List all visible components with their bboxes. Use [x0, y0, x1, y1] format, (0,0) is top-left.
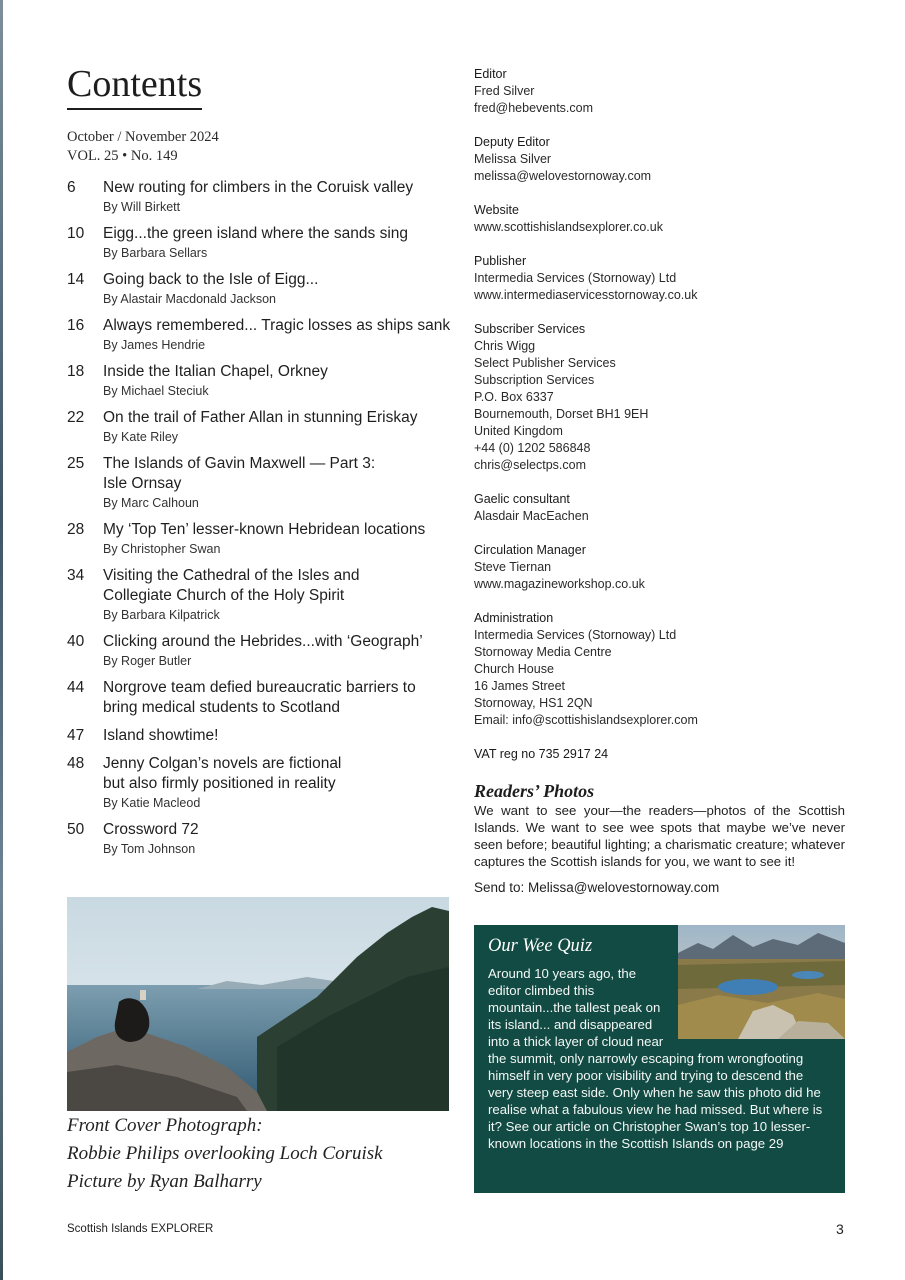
masthead-line: chris@selectps.com: [474, 458, 587, 472]
masthead-line: melissa@welovestornoway.com: [474, 169, 652, 183]
issue-volume: VOL. 25 • No. 149: [67, 148, 178, 164]
toc-page-number: 14: [67, 271, 85, 288]
masthead-block: [474, 66, 854, 117]
toc-author: By James Hendrie: [103, 338, 206, 352]
toc-page-number: 44: [67, 679, 85, 696]
masthead-line: Stornoway Media Centre: [474, 645, 612, 659]
toc-entry-body: [103, 178, 457, 216]
quiz-text: Around 10 years ago, the editor climbed this mountain...the tallest peak on its island... and disappeared into a thick layer of cloud near the summit, only narrowly escaping from wrongfooting himself in very poor visibility and trying to descend the very steep east side. Only when he saw this photo did he realise what a fabulous view he had missed. But where is it? See our article on Christopher Swan’s top 10 lesser-known locations in the Scottish Islands on page 29: [488, 966, 823, 1151]
toc-entry-body: [103, 678, 457, 718]
cover-caption-line: Robbie Philips overlooking Loch Coruisk: [67, 1143, 383, 1164]
masthead-line: P.O. Box 6337: [474, 390, 554, 404]
toc-title-line: Visiting the Cathedral of the Isles and: [103, 567, 360, 584]
toc-page-number: 28: [67, 521, 85, 538]
toc-entry-body: [103, 566, 457, 624]
masthead-line: Alasdair MacEachen: [474, 509, 589, 523]
toc-author: By Barbara Kilpatrick: [103, 608, 220, 622]
quiz-box: [474, 925, 845, 1193]
masthead-line: +44 (0) 1202 586848: [474, 441, 591, 455]
toc-entry-body: [103, 454, 457, 512]
toc-title-line: Collegiate Church of the Holy Spirit: [103, 587, 345, 604]
masthead-line: www.scottishislandsexplorer.co.uk: [474, 220, 663, 234]
toc-title-line: The Islands of Gavin Maxwell — Part 3:: [103, 455, 376, 472]
quiz-title: Our Wee Quiz: [488, 936, 593, 956]
toc-author: By Marc Calhoun: [103, 496, 199, 510]
masthead-block: [474, 253, 854, 304]
masthead-line: Chris Wigg: [474, 339, 536, 353]
toc-entry: [67, 754, 457, 812]
toc-entry: [67, 726, 457, 746]
toc-entry: [67, 454, 457, 512]
toc-entry: [67, 566, 457, 624]
readers-photos-text: We want to see your—the readers—photos of the Scottish Islands. We want to see wee spots that maybe we’ve never seen before; beautiful lighting; a charismatic creature; whatever captures the Scottish islands for you, we want to see it!: [474, 803, 845, 869]
masthead: [474, 66, 854, 780]
cover-caption-line: Picture by Ryan Balharry: [67, 1171, 262, 1192]
issue-info: [67, 128, 219, 166]
quiz-photo-image: [678, 925, 845, 1039]
toc-entry-body: [103, 520, 457, 558]
masthead-line: fred@hebevents.com: [474, 101, 594, 115]
cover-caption: [67, 1112, 457, 1196]
cover-photo-image: [67, 897, 449, 1111]
toc-entry-body: [103, 754, 457, 812]
toc-title-line: Clicking around the Hebrides...with ‘Geograph’: [103, 633, 423, 650]
toc-author: By Alastair Macdonald Jackson: [103, 292, 277, 306]
toc-page-number: 18: [67, 363, 85, 380]
masthead-role: Circulation Manager: [474, 543, 586, 557]
toc-entry-body: [103, 316, 457, 354]
masthead-line: Email: info@scottishislandsexplorer.com: [474, 713, 698, 727]
toc-entry-body: [103, 408, 457, 446]
cover-caption-line: Front Cover Photograph:: [67, 1115, 263, 1136]
toc-author: By Tom Johnson: [103, 842, 196, 856]
masthead-line: www.magazineworkshop.co.uk: [474, 577, 645, 591]
toc-entry: [67, 362, 457, 400]
toc-author: By Christopher Swan: [103, 542, 221, 556]
masthead-role: Editor: [474, 67, 507, 81]
toc-title-line: Always remembered... Tragic losses as ships sank: [103, 317, 451, 334]
readers-photos-title: Readers’ Photos: [474, 781, 595, 801]
masthead-line: Stornoway, HS1 2QN: [474, 696, 593, 710]
masthead-line: United Kingdom: [474, 424, 563, 438]
toc-entry-body: [103, 270, 457, 308]
toc-title-line: Island showtime!: [103, 727, 219, 744]
toc-entry-body: [103, 726, 457, 746]
masthead-line: www.intermediaservicesstornoway.co.uk: [474, 288, 698, 302]
issue-date: October / November 2024: [67, 129, 219, 145]
toc-page-number: 16: [67, 317, 85, 334]
toc-title-line: On the trail of Father Allan in stunning Eriskay: [103, 409, 418, 426]
toc-author: By Will Birkett: [103, 200, 181, 214]
readers-photos-section: [474, 780, 845, 897]
masthead-line: Fred Silver: [474, 84, 535, 98]
toc-entry: [67, 820, 457, 858]
page-number: 3: [836, 1221, 844, 1237]
toc-page-number: 47: [67, 727, 85, 744]
masthead-role: Gaelic consultant: [474, 492, 570, 506]
toc-page-number: 50: [67, 821, 85, 838]
masthead-role: Website: [474, 203, 519, 217]
masthead-role: Subscriber Services: [474, 322, 586, 336]
toc-page-number: 22: [67, 409, 85, 426]
toc-page-number: 34: [67, 567, 85, 584]
toc-entry: [67, 678, 457, 718]
toc-author: By Barbara Sellars: [103, 246, 208, 260]
masthead-line: Intermedia Services (Stornoway) Ltd: [474, 628, 677, 642]
toc-entry-body: [103, 820, 457, 858]
toc-title-line: My ‘Top Ten’ lesser-known Hebridean locations: [103, 521, 426, 538]
masthead-line: Melissa Silver: [474, 152, 552, 166]
masthead-role: Deputy Editor: [474, 135, 550, 149]
toc-page-number: 6: [67, 179, 76, 196]
toc-title-line: Going back to the Isle of Eigg...: [103, 271, 319, 288]
toc-title-line: Inside the Italian Chapel, Orkney: [103, 363, 328, 380]
toc-entry: [67, 316, 457, 354]
toc-title-line: bring medical students to Scotland: [103, 699, 340, 716]
masthead-line: Church House: [474, 662, 554, 676]
toc-entry-body: [103, 362, 457, 400]
masthead-line: Steve Tiernan: [474, 560, 552, 574]
masthead-block: [474, 321, 854, 474]
toc-entry: [67, 224, 457, 262]
toc-page-number: 48: [67, 755, 85, 772]
masthead-role: Administration: [474, 611, 554, 625]
toc-author: By Katie Macleod: [103, 796, 201, 810]
toc-title-line: Crossword 72: [103, 821, 199, 838]
readers-photos-send-to: Send to: Melissa@welovestornoway.com: [474, 880, 720, 895]
toc-title-line: New routing for climbers in the Coruisk valley: [103, 179, 414, 196]
toc-page-number: 40: [67, 633, 85, 650]
masthead-line: Select Publisher Services: [474, 356, 616, 370]
toc-entry-body: [103, 632, 457, 670]
masthead-role: Publisher: [474, 254, 527, 268]
toc-author: By Kate Riley: [103, 430, 179, 444]
toc-author: By Michael Steciuk: [103, 384, 209, 398]
masthead-block: [474, 134, 854, 185]
footer-publication-name: Scottish Islands EXPLORER: [67, 1223, 214, 1235]
masthead-block: [474, 491, 854, 525]
masthead-line: 16 James Street: [474, 679, 566, 693]
toc-entry: [67, 520, 457, 558]
toc-author: By Roger Butler: [103, 654, 192, 668]
toc-title-line: but also firmly positioned in reality: [103, 775, 336, 792]
toc-entry: [67, 270, 457, 308]
table-of-contents: [67, 178, 457, 866]
masthead-block: [474, 746, 854, 763]
toc-title-line: Norgrove team defied bureaucratic barriers to: [103, 679, 416, 696]
toc-entry: [67, 178, 457, 216]
page-edge-strip: [0, 0, 3, 1280]
masthead-block: [474, 202, 854, 236]
cover-photo: [67, 897, 449, 1111]
toc-title-line: Isle Ornsay: [103, 475, 182, 492]
toc-entry: [67, 408, 457, 446]
toc-title-line: Eigg...the green island where the sands sing: [103, 225, 409, 242]
page-title: Contents: [67, 62, 202, 110]
masthead-line: Subscription Services: [474, 373, 595, 387]
toc-title-line: Jenny Colgan’s novels are fictional: [103, 755, 342, 772]
toc-page-number: 25: [67, 455, 85, 472]
masthead-role: VAT reg no 735 2917 24: [474, 747, 609, 761]
masthead-block: [474, 542, 854, 593]
toc-page-number: 10: [67, 225, 85, 242]
masthead-block: [474, 610, 854, 729]
quiz-photo: [678, 925, 845, 1039]
toc-entry-body: [103, 224, 457, 262]
masthead-line: Intermedia Services (Stornoway) Ltd: [474, 271, 677, 285]
masthead-line: Bournemouth, Dorset BH1 9EH: [474, 407, 649, 421]
toc-entry: [67, 632, 457, 670]
